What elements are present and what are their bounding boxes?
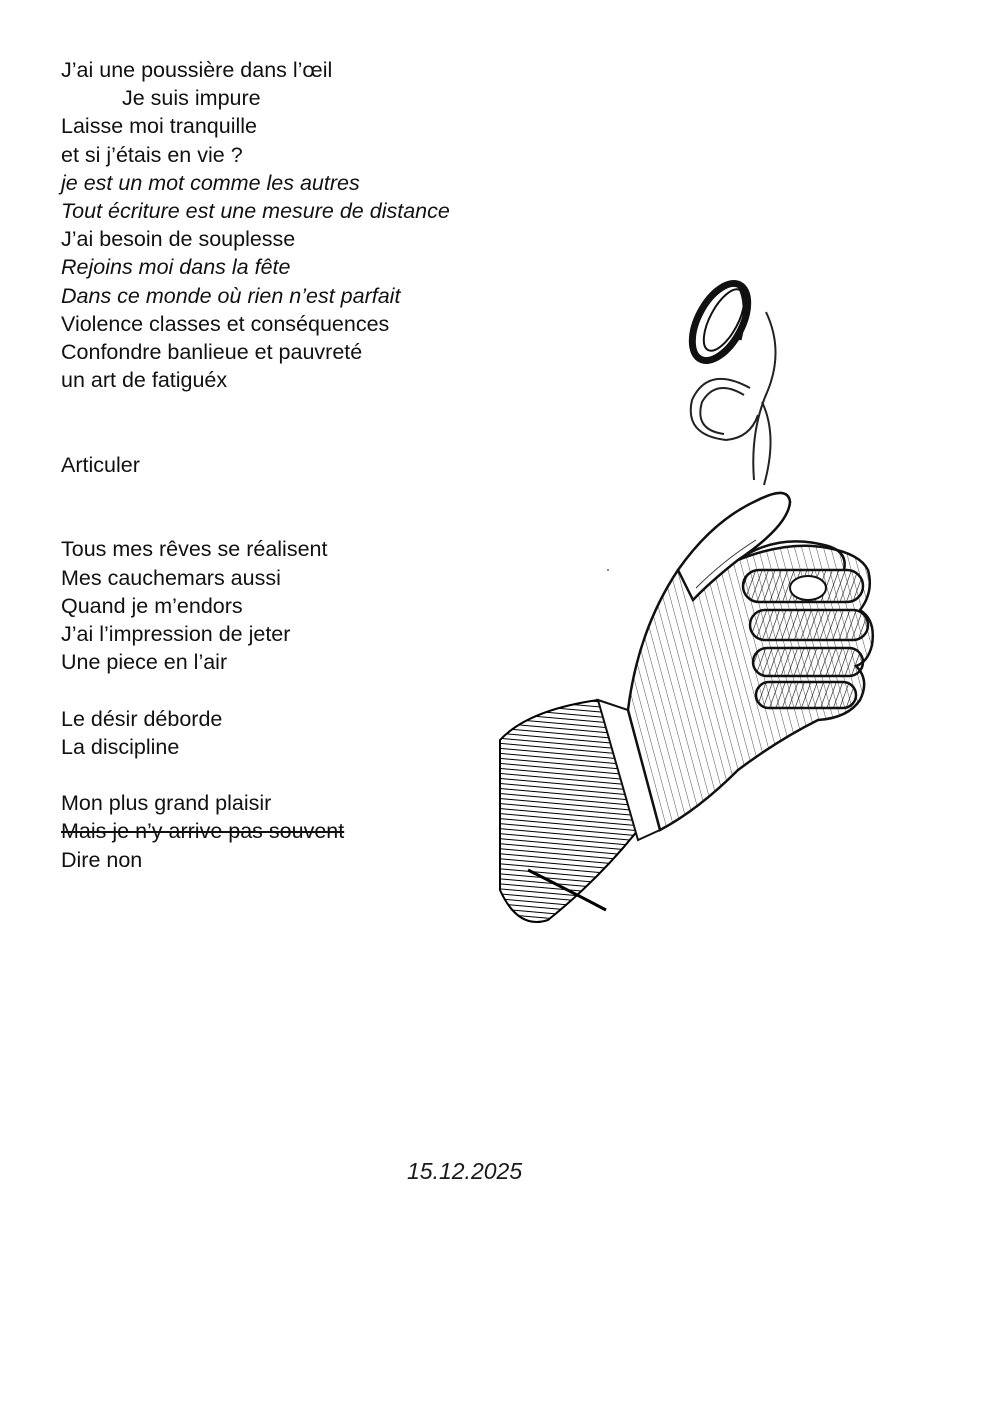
poem-line: Confondre banlieue et pauvreté bbox=[61, 340, 363, 365]
poem-line: un art de fatiguéx bbox=[61, 368, 228, 393]
poem-line: Violence classes et conséquences bbox=[61, 311, 390, 336]
poem-line: Articuler bbox=[61, 452, 140, 477]
poem-line: Je suis impure bbox=[122, 86, 261, 111]
hand-flipping-coin-icon bbox=[488, 270, 908, 950]
poem-line: Une piece en l’air bbox=[61, 650, 228, 675]
poem-line: J’ai l’impression de jeter bbox=[61, 622, 291, 647]
date-stamp: 15.12.2025 bbox=[407, 1158, 523, 1184]
stanza-gap bbox=[61, 676, 521, 704]
poem-line: Mon plus grand plaisir bbox=[61, 791, 272, 816]
poem-line-clip: Tout écriture est une mesure de distance bbox=[61, 199, 450, 221]
poem-line: La discipline bbox=[61, 734, 180, 759]
poem-line: Tous mes rêves se réalisent bbox=[61, 537, 328, 562]
poem-line-clipped bbox=[61, 197, 521, 225]
coin-icon bbox=[681, 275, 759, 370]
poem-line: Dans ce monde où rien n’est parfait bbox=[61, 283, 401, 308]
poem-line: Le désir déborde bbox=[61, 706, 223, 731]
poem-line: je est un mot comme les autres bbox=[61, 170, 360, 195]
poem bbox=[61, 56, 521, 874]
poem-line-struck: Mais je n’y arrive pas souvent bbox=[61, 819, 345, 844]
poem-line: Dire non bbox=[61, 847, 143, 872]
poem-line: Mes cauchemars aussi bbox=[61, 565, 281, 590]
poem-line: Quand je m’endors bbox=[61, 593, 243, 618]
poem-line: J’ai une poussière dans l’œil bbox=[61, 58, 333, 82]
stanza-gap bbox=[61, 479, 521, 535]
poem-line: et si j’étais en vie ? bbox=[61, 142, 243, 167]
poem-line: Laisse moi tranquille bbox=[61, 114, 257, 139]
hand bbox=[628, 493, 873, 830]
poem-line: Rejoins moi dans la fête bbox=[61, 255, 291, 280]
stanza-gap bbox=[61, 761, 521, 789]
poem-line: J’ai besoin de souplesse bbox=[61, 227, 296, 252]
illustration-drawing bbox=[488, 270, 908, 950]
stanza-gap bbox=[61, 394, 521, 450]
